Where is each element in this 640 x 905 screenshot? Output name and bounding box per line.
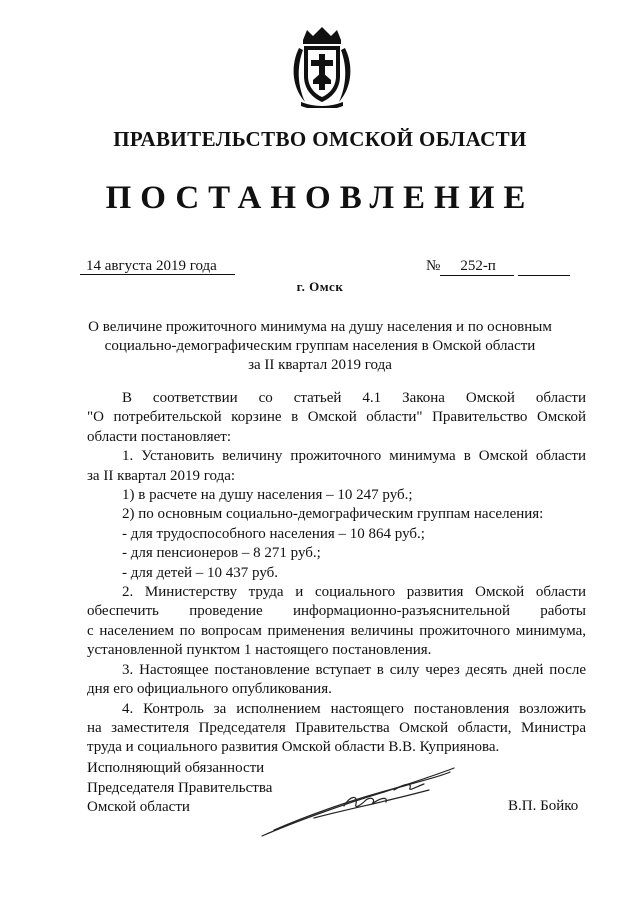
body-line: на заместителя Председателя Правительства Омской области, Министра (87, 719, 586, 736)
handwritten-signature (254, 760, 464, 840)
signatory-position (87, 759, 272, 818)
body-line: области постановляет: (87, 428, 232, 445)
body-line: "О потребительской корзине в Омской области" Правительство Омской (87, 409, 586, 426)
subject-line: социально-демографическим группам населения в Омской области (104, 338, 536, 354)
body-line: 3. Настоящее постановление вступает в силу через десять дней после (122, 661, 586, 678)
subject-line: О величине прожиточного минимума на душу населения и по основным (88, 319, 552, 335)
city: г. Омск (296, 279, 344, 294)
position-line: Омской области (87, 799, 190, 816)
document-type-title: ПОСТАНОВЛЕНИЕ (105, 180, 535, 216)
date-value: 14 августа 2019 года (80, 258, 221, 275)
body-line: дня его официального опубликования. (87, 681, 332, 698)
body-line: - для трудоспособного населения – 10 864 руб.; (122, 525, 425, 542)
document-body (87, 389, 586, 758)
signatory-name: В.П. Бойко (508, 798, 579, 814)
document-subject (88, 318, 552, 375)
document-number (426, 258, 570, 276)
body-line: В соответствии со статьей 4.1 Закона Омской области (122, 390, 586, 406)
body-line: 1. Установить величину прожиточного минимума в Омской области (122, 448, 586, 465)
body-line: - для пенсионеров – 8 271 руб.; (122, 545, 321, 562)
body-line: с населением по вопросам применения величины прожиточного минимума, (87, 622, 586, 639)
body-line: установленной пунктом 1 настоящего постановления. (87, 642, 432, 659)
number-sign: № (426, 258, 441, 274)
body-line: 2. Министерству труда и социального развития Омской области (122, 584, 586, 601)
body-line: обеспечить проведение информационно-разъяснительной работы (87, 603, 586, 620)
document-date (80, 258, 235, 275)
body-line: - для детей – 10 437 руб. (122, 564, 279, 581)
omsk-coat-of-arms-icon (289, 24, 355, 108)
position-line: Исполняющий обязанности (87, 760, 265, 776)
body-line: 1) в расчете на душу населения – 10 247 руб.; (122, 487, 413, 504)
subject-line: за II квартал 2019 года (248, 357, 392, 373)
position-line: Председателя Правительства (87, 779, 273, 796)
body-line: 4. Контроль за исполнением настоящего постановления возложить (122, 700, 586, 717)
body-line: труда и социального развития Омской области В.В. Куприянова. (87, 739, 500, 756)
government-title: ПРАВИТЕЛЬСТВО ОМСКОЙ ОБЛАСТИ (113, 127, 527, 151)
body-line: за II квартал 2019 года: (87, 467, 236, 484)
body-line: 2) по основным социально-демографическим группам населения: (122, 506, 544, 523)
number-value: 252-п (440, 258, 514, 276)
